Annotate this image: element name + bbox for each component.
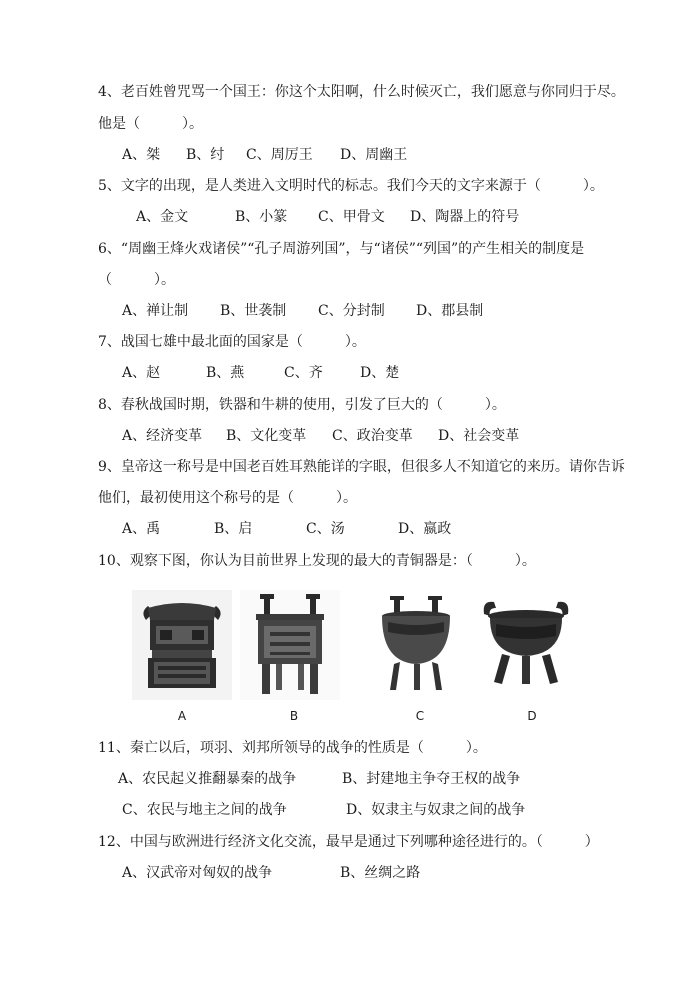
question-7-option-c: C、齐 — [284, 365, 323, 381]
image-label-a: A — [177, 709, 187, 723]
bronze-vessel-b-image — [240, 590, 340, 700]
bronze-ding-round-icon — [366, 590, 466, 700]
question-6-option-a: A、禅让制 — [122, 303, 189, 319]
question-4-option-d: D、周幽王 — [340, 147, 408, 163]
question-5-option-a: A、金文 — [136, 209, 189, 225]
question-9-line-1: 9、皇帝这一称号是中国老百姓耳熟能详的字眼，但很多人不知道它的来历。请你告诉 — [98, 459, 625, 475]
question-7-line-1: 7、战国七雄中最北面的国家是（ ）。 — [98, 334, 366, 350]
question-9-option-d: D、嬴政 — [398, 521, 452, 537]
question-7-option-b: B、燕 — [206, 365, 245, 381]
image-label-c: C — [415, 709, 425, 723]
question-4-line-1: 4、老百姓曾咒骂一个国王：你这个太阳啊，什么时候灭亡，我们愿意与你同归于尽。 — [98, 84, 625, 100]
question-11-option-c: C、农民与地主之间的战争 — [122, 802, 287, 818]
question-9-option-c: C、汤 — [306, 521, 345, 537]
question-8-option-b: B、文化变革 — [226, 428, 307, 444]
question-9-option-a: A、禹 — [122, 521, 161, 537]
question-4-line-2: 他是（ ）。 — [98, 116, 203, 132]
question-6-option-c: C、分封制 — [318, 303, 385, 319]
question-5-option-d: D、陶器上的符号 — [410, 209, 520, 225]
image-label-d: D — [527, 709, 537, 723]
question-5-option-c: C、甲骨文 — [318, 209, 385, 225]
question-11-option-a: A、农民起义推翻暴秦的战争 — [118, 771, 297, 787]
bronze-ding-tripod-icon — [476, 590, 576, 700]
question-7-option-a: A、赵 — [122, 365, 161, 381]
bronze-ding-square-icon — [240, 590, 340, 700]
question-11-option-b: B、封建地主争夺王权的战争 — [342, 771, 521, 787]
question-8-option-a: A、经济变革 — [122, 428, 203, 444]
bronze-vessel-square-icon — [132, 590, 232, 700]
question-9-option-b: B、启 — [214, 521, 253, 537]
question-11-line-1: 11、秦亡以后，项羽、刘邦所领导的战争的性质是（ ）。 — [98, 740, 487, 756]
bronze-vessel-a-image — [132, 590, 232, 700]
question-4-option-a: A、桀 — [122, 147, 161, 163]
question-6-option-b: B、世袭制 — [220, 303, 287, 319]
question-5-option-b: B、小篆 — [235, 209, 288, 225]
bronze-vessel-c-image — [366, 590, 466, 700]
question-5-line-1: 5、文字的出现，是人类进入文明时代的标志。我们今天的文字来源于（ ）。 — [98, 178, 604, 194]
question-8-option-c: C、政治变革 — [332, 428, 413, 444]
question-6-line-1: 6、“周幽王烽火戏诸侯”“孔子周游列国”，与“诸侯”“列国”的产生相关的制度是 — [98, 241, 585, 257]
bronze-vessel-d-image — [476, 590, 576, 700]
question-4-option-b: B、纣 — [186, 147, 225, 163]
question-10-line-1: 10、观察下图，你认为目前世界上发现的最大的青铜器是：（ ）。 — [98, 553, 536, 569]
question-12-line-1: 12、中国与欧洲进行经济文化交流，最早是通过下列哪种途径进行的。（ ） — [98, 834, 599, 850]
question-8-line-1: 8、春秋战国时期，铁器和牛耕的使用，引发了巨大的（ ）。 — [98, 397, 506, 413]
question-9-line-2: 他们，最初使用这个称号的是（ ）。 — [98, 490, 357, 506]
question-6-option-d: D、郡县制 — [416, 303, 484, 319]
question-6-line-2: （ ）。 — [98, 272, 175, 288]
question-12-option-a: A、汉武帝对匈奴的战争 — [122, 865, 273, 881]
image-label-b: B — [289, 709, 299, 723]
question-7-option-d: D、楚 — [360, 365, 400, 381]
question-11-option-d: D、奴隶主与奴隶之间的战争 — [346, 802, 526, 818]
question-4-option-c: C、周厉王 — [246, 147, 313, 163]
question-12-option-b: B、丝绸之路 — [340, 865, 421, 881]
question-8-option-d: D、社会变革 — [438, 428, 520, 444]
